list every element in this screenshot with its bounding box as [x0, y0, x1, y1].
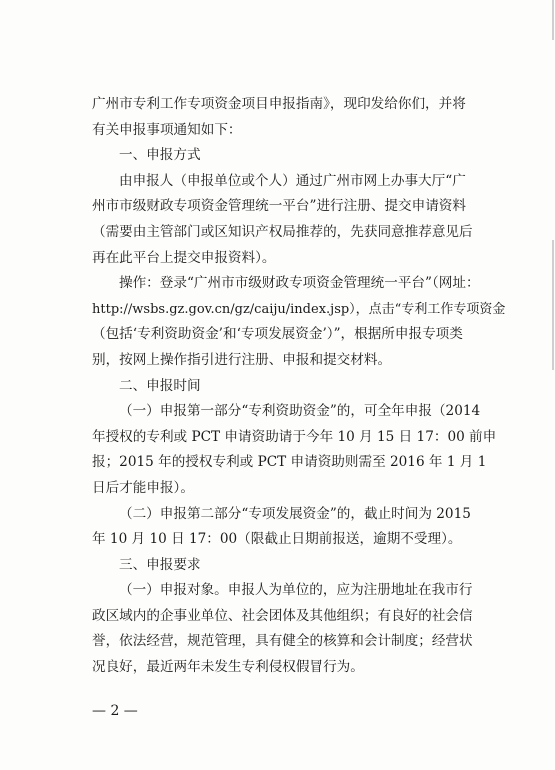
- paragraph-line: （需要由主管部门或区知识产权局推荐的，先获同意推荐意见后: [92, 223, 473, 240]
- paragraph-line: 年 10 月 10 日 17：00（限截止日期前报送，逾期不受理）。: [92, 531, 462, 548]
- paragraph-line: 由申报人（申报单位或个人）通过广州市网上办事大厅“广: [119, 172, 466, 189]
- paragraph-line: 政区域内的企事业单位、社会团体及其他组织；有良好的社会信: [92, 607, 473, 624]
- paragraph-line: 操作：登录“广州市市级财政专项资金管理统一平台”（网址：: [119, 275, 480, 292]
- paragraph-line: 年授权的专利或 PCT 申请资助请于今年 10 月 15 日 17：00 前申: [92, 428, 497, 445]
- paragraph-line: 日后才能申报）。: [92, 479, 194, 496]
- page-edge-mark: [552, 240, 554, 370]
- paragraph-line: 况良好，最近两年未发生专利侵权假冒行为。: [92, 659, 364, 676]
- paragraph-line: 有关申报事项通知如下：: [92, 121, 242, 138]
- paragraph-line: 别，按网上操作指引进行注册、申报和提交材料。: [92, 351, 392, 368]
- document-body: [92, 92, 506, 681]
- paragraph-line: （包括‘专利资助资金’和‘专项发展资金’）”，根据所申报专项类: [92, 326, 463, 343]
- page-number: — 2 —: [92, 703, 138, 719]
- section-heading: 二、申报时间: [119, 377, 201, 394]
- paragraph-line: 州市市级财政专项资金管理统一平台”进行注册、提交申请资料: [92, 198, 466, 215]
- paragraph-line: 誉，依法经营，规范管理，具有健全的核算和会计制度；经营状: [92, 633, 473, 650]
- paragraph-line: （一）申报对象。申报人为单位的，应为注册地址在我市行: [119, 582, 473, 599]
- paragraph-line: （一）申报第一部分“专利资助资金”的，可全年申报（2014: [119, 403, 481, 420]
- url-line: http://wsbs.gz.gov.cn/gz/caiju/index.jsp），点击“专利工作专项资金: [92, 301, 506, 317]
- section-heading: 三、申报要求: [119, 556, 201, 573]
- section-heading: 一、申报方式: [119, 147, 201, 164]
- paragraph-line: （二）申报第二部分“专项发展资金”的，截止时间为 2015: [119, 505, 471, 522]
- paragraph-line: 再在此平台上提交申报资料）。: [92, 249, 276, 266]
- page-edge-mark: [552, 0, 554, 40]
- paragraph-line: 广州市专利工作专项资金项目申报指南》，现印发给你们，并将: [92, 96, 466, 112]
- paragraph-line: 报；2015 年的授权专利或 PCT 申请资助则需至 2016 年 1 月 1: [92, 454, 487, 471]
